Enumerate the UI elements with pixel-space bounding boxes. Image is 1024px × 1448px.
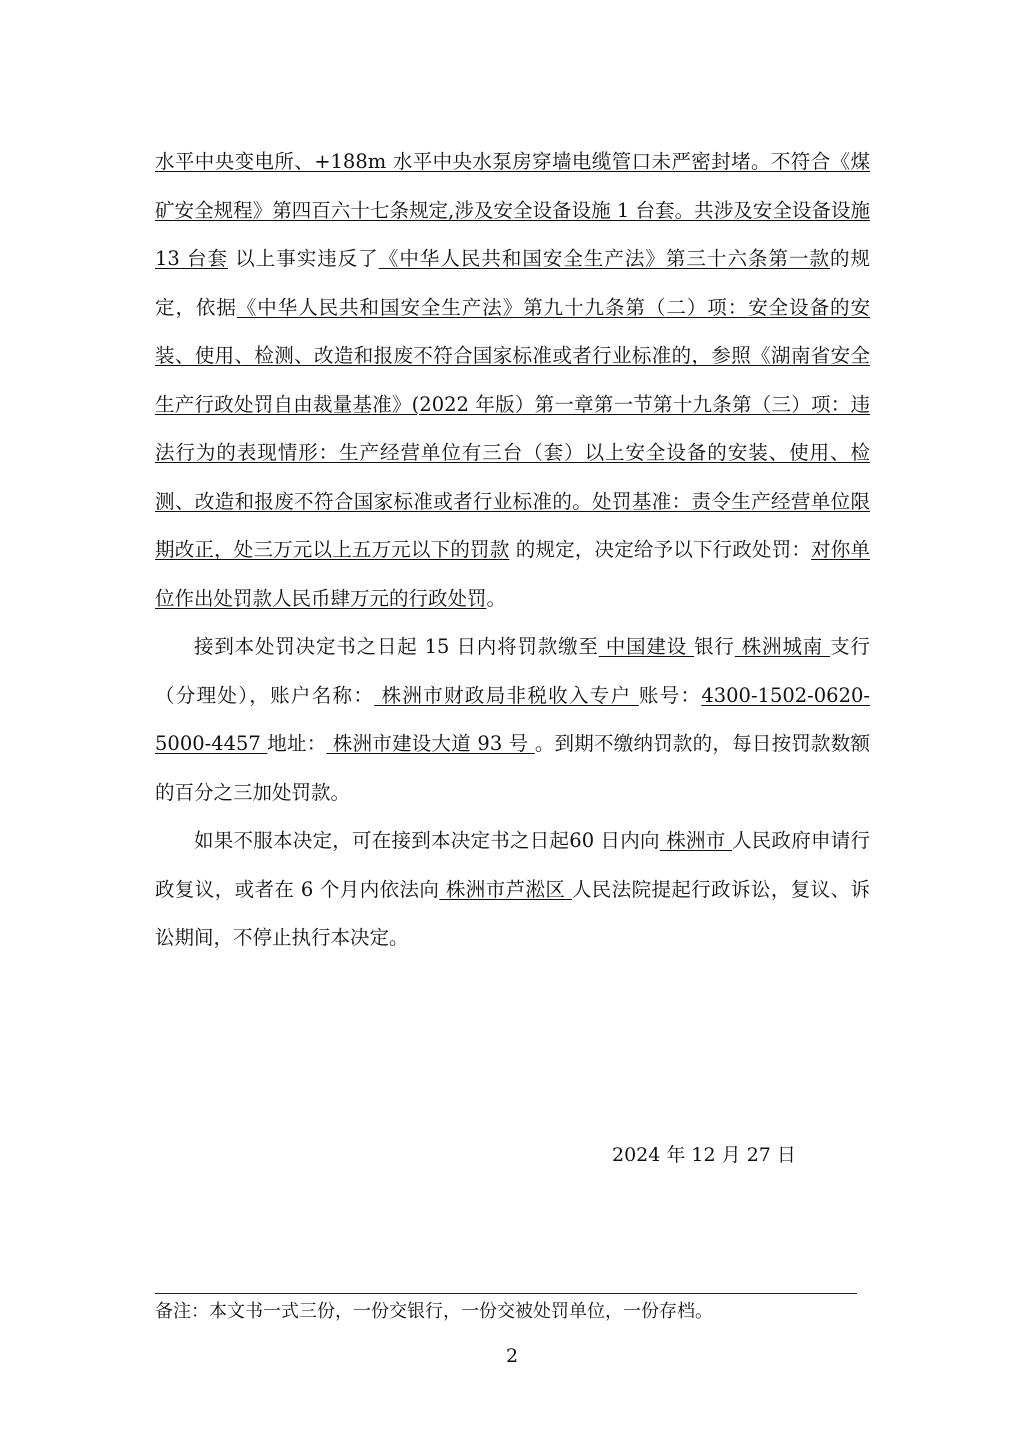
payment-text: 支行（分理处），账户名称：	[155, 635, 870, 707]
appeal-text: 如果不服本决定，可在接到本决定书之日起60 日内向	[194, 829, 660, 852]
decision-date: 2024 年 12 月 27 日	[612, 1144, 796, 1166]
connector-text: 的规定，决定给予以下行政处罚：	[509, 538, 812, 561]
violation-facts: 水平中央变电所、+188m 水平中央水泵房穿墙电缆管口未严密封堵。不符合《煤矿安全规程》第四百六十七条规定,涉及安全设备设施 1 台套。共涉及安全设备设施 13 台套	[155, 150, 870, 270]
connector-text: 的规定，依据	[155, 247, 870, 319]
appeal-text: 人民政府申请行政复议，或者在 6 个月内依法向	[155, 829, 870, 901]
review-government: 株洲市	[659, 829, 732, 852]
litigation-court: 株洲市芦淞区	[439, 877, 572, 901]
connector-text: 。	[486, 586, 507, 610]
appeal-text: 人民法院提起行政诉讼，复议、诉讼期间，不停止执行本决定。	[155, 877, 870, 949]
appeal-rights-paragraph	[155, 817, 870, 963]
footnote-divider	[155, 1293, 857, 1294]
page-number: 2	[505, 1345, 519, 1367]
payment-text: 。到期不缴纳罚款的，每日按罚款数额的百分之三加处罚款。	[155, 732, 870, 804]
connector-text: 以上事实违反了	[228, 247, 379, 270]
penalty-decision: 对你单位作出处罚款人民币肆万元的行政处罚	[155, 538, 870, 610]
footnote-note: 备注：本文书一式三份，一份交银行，一份交被处罚单位，一份存档。	[155, 1301, 713, 1322]
payment-text: 账号：	[638, 683, 702, 707]
payment-text: 银行	[694, 635, 735, 658]
bank-name: 中国建设	[598, 635, 695, 658]
penalty-basis-paragraph	[155, 138, 870, 623]
law-basis: 《中华人民共和国安全生产法》第九十九条第（二）项：安全设备的安装、使用、检测、改造和报废不符合国家标准或者行业标准的，参照《湖南省安全生产行政处罚自由裁量基准》(2022 年版）第一章第一节第十九条第（三）项：违法行为的表现情形：生产经营单位有三台（套）以上安全设备的安装、使用、检测、改造和报废不符合国家标准或者行业标准的。处罚基准：责令生产经营单位限期改正，处三万元以上五万元以下的罚款	[155, 295, 870, 561]
account-name: 株洲市财政局非税收入专户	[374, 683, 639, 707]
payment-text: 地址：	[267, 732, 327, 755]
payment-instructions-paragraph	[155, 623, 870, 817]
account-number: 4300-1502-0620-5000-4457	[155, 683, 870, 755]
payment-address: 株洲市建设大道 93 号	[326, 732, 535, 755]
payment-text: 接到本处罚决定书之日起 15 日内将罚款缴至	[194, 635, 599, 658]
law-violated: 《中华人民共和国安全生产法》第三十六条第一款	[378, 247, 830, 270]
document-body	[155, 138, 870, 963]
bank-branch: 株洲城南	[734, 635, 831, 658]
